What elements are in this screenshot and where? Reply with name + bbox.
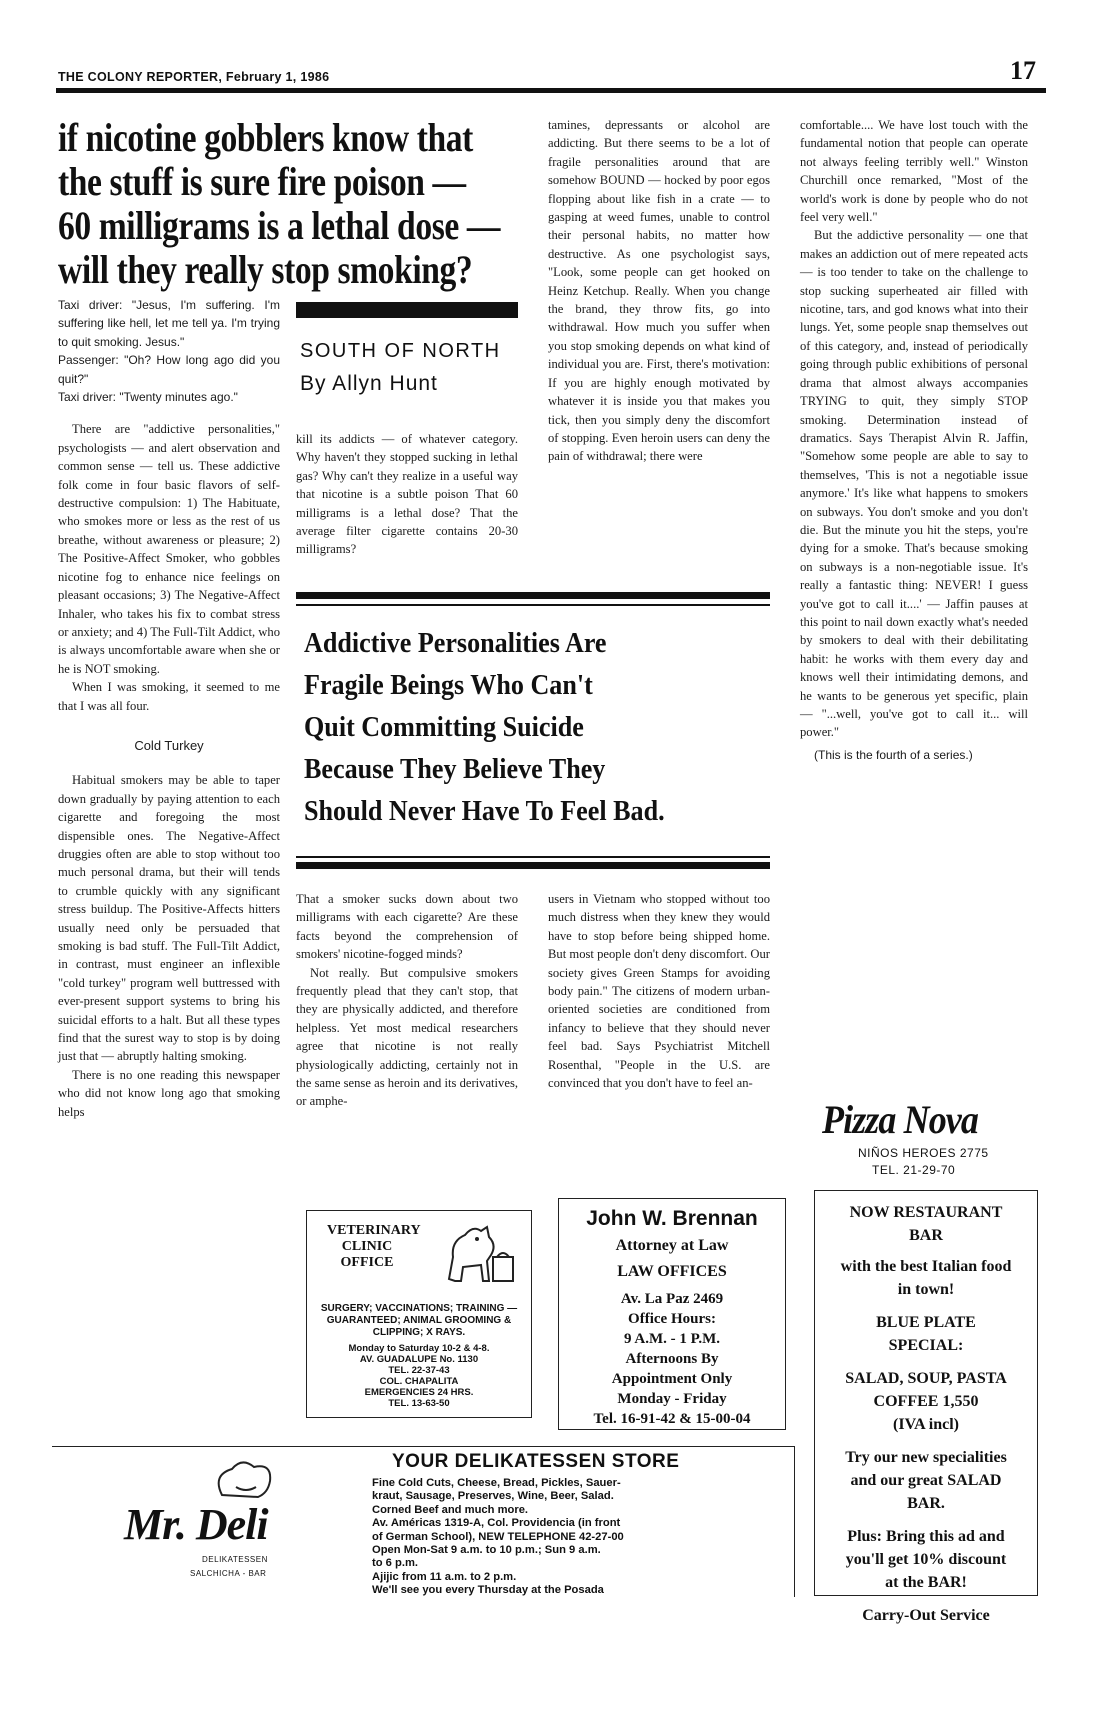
pizza-line: with the best Italian food xyxy=(840,1258,1012,1275)
pizza-address: NIÑOS HEROES 2775 xyxy=(858,1146,989,1160)
deli-logo-sub1: DELIKATESSEN xyxy=(202,1555,268,1564)
pullquote-rule-top-thin xyxy=(296,604,770,606)
article-paragraph: There is no one reading this newspaper who did not know long ago that smoking helps xyxy=(58,1067,280,1119)
subhead-cold-turkey: Cold Turkey xyxy=(134,737,204,753)
article-column-3 xyxy=(548,116,770,466)
pizza-line: Plus: Bring this ad and xyxy=(847,1528,1005,1545)
pizza-line: COFFEE 1,550 xyxy=(873,1393,979,1410)
pizza-line: you'll get 10% discount xyxy=(845,1551,1007,1568)
deli-ad xyxy=(52,1446,795,1597)
headline-line: the stuff is sure fire poison — xyxy=(58,159,466,204)
page-number: 17 xyxy=(1010,56,1036,85)
pizza-line: BAR. xyxy=(907,1495,945,1512)
column-byline: By Allyn Hunt xyxy=(300,372,438,395)
pizza-line: BLUE PLATE xyxy=(876,1314,976,1331)
vet-colonia: COL. CHAPALITA xyxy=(379,1376,459,1387)
lawyer-tel: Tel. 16-91-42 & 15-00-04 xyxy=(593,1411,751,1427)
pizza-line: NOW RESTAURANT xyxy=(849,1204,1003,1221)
lawyer-title: Attorney at Law xyxy=(615,1237,729,1254)
deli-line: kraut, Sausage, Preserves, Wine, Beer, Salad. xyxy=(372,1490,614,1503)
lawyer-name: John W. Brennan xyxy=(586,1207,758,1230)
headline-line: 60 milligrams is a lethal dose — xyxy=(58,203,501,248)
headline xyxy=(58,116,528,292)
column-header-rule xyxy=(296,302,518,318)
lawyer-appointment: Appointment Only xyxy=(611,1371,733,1387)
article-paragraph: But the addictive personality — one that makes an addiction out of mere repeated acts — is too tender to take on the challenge to stop sucking superheated air filled with nicotine, tars, and god knows what into their lungs. Yet, some people snap themselves out of this category, and, instead of periodically going through public exhibitions of personal drama that almost always accompanies TRYING to quit, they simply STOP smoking. Determination instead of dramatics. Says Therapist Alvin R. Jaffin, "Somehow some people are able to say to themselves, 'This is not a negotiable issue anymore.' It's like what happens to smokers on subways. You don't smoke and you don't die. But the minute you hit the steps, you're dying for a smoke. That's because smoking on subways is a non-negotiable issue. It's really a fantastic thing: NEVER! I guess you've got to call it....' — Jaffin pauses at this point to nail down exactly what's needed by smokers to deal with their debilitating habit: he works with them every day and knows well their intimidating demons, and he wants to be generous yet specific, plain — "...well, you've got to call it... will power." xyxy=(800,228,1028,740)
masthead-title: THE COLONY REPORTER, February 1, 1986 xyxy=(58,70,330,84)
deli-line: of German School), NEW TELEPHONE 42-27-00 xyxy=(372,1530,624,1543)
deli-logo: Mr. Deli xyxy=(124,1500,268,1549)
article-column-2b xyxy=(296,890,518,1111)
pizza-line: at the BAR! xyxy=(885,1574,967,1591)
lawyer-office: LAW OFFICES xyxy=(617,1263,727,1280)
pullquote-rule-top xyxy=(296,592,770,599)
lawyer-address: Av. La Paz 2469 xyxy=(620,1291,724,1307)
article-paragraph: Habitual smokers may be able to taper down gradually by paying attention to each cigarette and foregoing the most dispensible ones. The Negative-Affect druggies often are able to stop without too much personal drama, but their will tends to crumble quickly with any significant stress buildup. The Positive-Affects hitters usually need only be persuaded that smoking is bad stuff. The Full-Tilt Addict, in contrast, must engineer an inflexible "cold turkey" program well buttressed with ever-present support systems to bring his suicidal efforts to a halt. But all these types find that the surest way to stop is by doing just that — abruptly halting smoking. xyxy=(58,773,280,1064)
article-column-3b xyxy=(548,890,770,1092)
article-paragraph: kill its addicts — of whatever category. Why haven't they stopped sucking in lethal gas? Why can't they realize in a useful way that nicotine is a subtle poison That 60 milligrams is a lethal dose? That the average filter cigarette contains 20-30 milligrams? xyxy=(296,432,518,557)
vet-services: SURGERY; VACCINATIONS; TRAINING — GUARANTEED; ANIMAL GROOMING & CLIPPING; X RAYS. xyxy=(320,1303,518,1338)
article-paragraph: tamines, depressants or alcohol are addicting. But there seems to be a lot of fragile personalities around that are somehow BOUND — hocked by poor egos flopping about like fish in a crate — to gasping at weed fumes, unable to control their personal habits, no matter how destructive. As one psychologist says, "Look, some people can get hooked on Heinz Ketchup. Really. When you change the brand, they throw fits, go into withdrawal. How much you suffer when you stop smoking depends on what kind of individual you are. First, there's motivation: If you are highly enough motivated by whatever it is inside you that makes you tick, then you simply deny the discomfort of stopping. Even heroin users can deny the pain of withdrawal; there were xyxy=(548,118,770,464)
pullquote-line: Addictive Personalities Are xyxy=(304,627,607,659)
vet-emergencies: EMERGENCIES 24 HRS. xyxy=(364,1387,474,1398)
lawyer-hours-label: Office Hours: xyxy=(628,1311,716,1327)
pizza-line: SPECIAL: xyxy=(888,1337,964,1354)
article-paragraph: users in Vietnam who stopped without too much distress when they knew they would have to stop before being shipped home. But most people don't deny discomfort. Our society gives Green Stamps for avoiding body pain." The citizens of modern urban-oriented societies are conditioned from infancy to believe that they should never feel bad. Says Psychiatrist Mitchell Rosenthal, "People in the U.S. are convinced that you don't have to feel an- xyxy=(548,892,770,1091)
pizza-line: Try our new specialities xyxy=(845,1449,1007,1466)
pullquote-line: Because They Believe They xyxy=(304,753,606,785)
pullquote-line: Quit Committing Suicide xyxy=(304,711,584,743)
pizza-nova-logo: Pizza Nova xyxy=(822,1097,978,1142)
deli-title: YOUR DELIKATESSEN STORE xyxy=(392,1451,680,1472)
series-note: (This is the fourth of a series.) xyxy=(814,747,973,762)
article-paragraph: Not really. But compulsive smokers frequently plead that they can't stop, that they are physically addicted, and therefore helpless. Yet most medical researchers agree that nicotine is not really physiologically addicting, certainly not in the same sense as heroin and its derivatives, or amphe- xyxy=(296,965,518,1109)
vet-title: VETERINARY CLINIC OFFICE xyxy=(327,1223,421,1270)
article-paragraph: comfortable.... We have lost touch with the fundamental notion that people can operate not always feeling terribly well." Winston Churchill once remarked, "Most of the world's work is done by people who do not feel very well." xyxy=(800,118,1028,225)
vet-hours: Monday to Saturday 10-2 & 4-8. xyxy=(348,1343,490,1354)
lawyer-ad xyxy=(558,1198,786,1430)
pizza-line: and our great SALAD xyxy=(850,1472,1002,1489)
lawyer-afternoons: Afternoons By xyxy=(625,1351,719,1367)
masthead-rule xyxy=(56,88,1046,93)
deli-line: Fine Cold Cuts, Cheese, Bread, Pickles, Sauer- xyxy=(372,1477,621,1489)
dog-icon xyxy=(429,1217,519,1297)
article-column-1 xyxy=(58,296,280,1121)
deli-line: Av. Américas 1319-A, Col. Providencia (in front xyxy=(372,1517,621,1530)
headline-line: will they really stop smoking? xyxy=(58,247,473,292)
article-paragraph: When I was smoking, it seemed to me that I was all four. xyxy=(58,680,280,713)
article-paragraph: Taxi driver: "Twenty minutes ago." xyxy=(58,390,238,405)
pizza-tel: TEL. 21-29-70 xyxy=(872,1163,956,1177)
article-paragraph: There are "addictive personalities," psychologists — and alert observation and common sense — tell us. These addictive folk come in four basic flavors of self-destructive compulsion: 1) The Habituate, who smokes more or less as the rest of us breathe, without awareness or pleasure; 2) The Positive-Affect Smoker, who gobbles nicotine fog to enhance nice feelings on pleasant occasions; 3) The Negative-Affect Inhaler, who takes his fix to combat stress or anxiety; and 4) The Full-Tilt Addict, who is always uncomfortable aware when she or he is NOT smoking. xyxy=(58,422,280,676)
pullquote-line: Fragile Beings Who Can't xyxy=(304,669,593,701)
vet-tel: TEL. 22-37-43 xyxy=(388,1365,450,1376)
vet-address: AV. GUADALUPE No. 1130 xyxy=(359,1354,479,1365)
lawyer-hours: 9 A.M. - 1 P.M. xyxy=(623,1331,721,1347)
article-column-4 xyxy=(800,116,1028,764)
deli-chef-icon xyxy=(192,1455,302,1505)
pizza-line: (IVA incl) xyxy=(893,1416,959,1433)
deli-line: Open Mon-Sat 9 a.m. to 10 p.m.; Sun 9 a.m. xyxy=(372,1544,601,1557)
pizza-line: SALAD, SOUP, PASTA xyxy=(845,1370,1007,1387)
pullquote-line: Should Never Have To Feel Bad. xyxy=(304,795,665,827)
pizza-line: BAR xyxy=(909,1227,943,1244)
pullquote xyxy=(304,622,774,832)
pullquote-rule-bottom xyxy=(296,862,770,869)
pizza-nova-ad xyxy=(814,1190,1038,1624)
article-paragraph: Passenger: "Oh? How long ago did you quit?" xyxy=(58,353,280,386)
deli-line: We'll see you every Thursday at the Posada xyxy=(372,1584,604,1597)
deli-logo-sub2: SALCHICHA - BAR xyxy=(190,1569,267,1578)
pizza-line: in town! xyxy=(897,1281,955,1298)
article-paragraph: Taxi driver: "Jesus, I'm suffering. I'm suffering like hell, let me tell ya. I'm trying to quit smoking. Jesus." xyxy=(58,298,280,349)
pullquote-rule-bottom-thin xyxy=(296,856,770,858)
headline-line: if nicotine gobblers know that xyxy=(58,115,473,160)
lawyer-days: Monday - Friday xyxy=(617,1391,727,1407)
article-paragraph: That a smoker sucks down about two milligrams with each cigarette? Are these facts beyond the comprehension of smokers' nicotine-fogged minds? xyxy=(296,892,518,962)
deli-line: Corned Beef and much more. xyxy=(372,1503,529,1516)
vet-tel2: TEL. 13-63-50 xyxy=(388,1398,450,1409)
column-title: SOUTH OF NORTH xyxy=(300,340,501,362)
article-column-2 xyxy=(296,430,518,559)
veterinary-clinic-ad xyxy=(306,1210,532,1418)
pizza-line: Carry-Out Service xyxy=(862,1607,990,1624)
deli-line: to 6 p.m. xyxy=(372,1557,418,1570)
deli-line: Ajijic from 11 a.m. to 2 p.m. xyxy=(372,1570,517,1583)
